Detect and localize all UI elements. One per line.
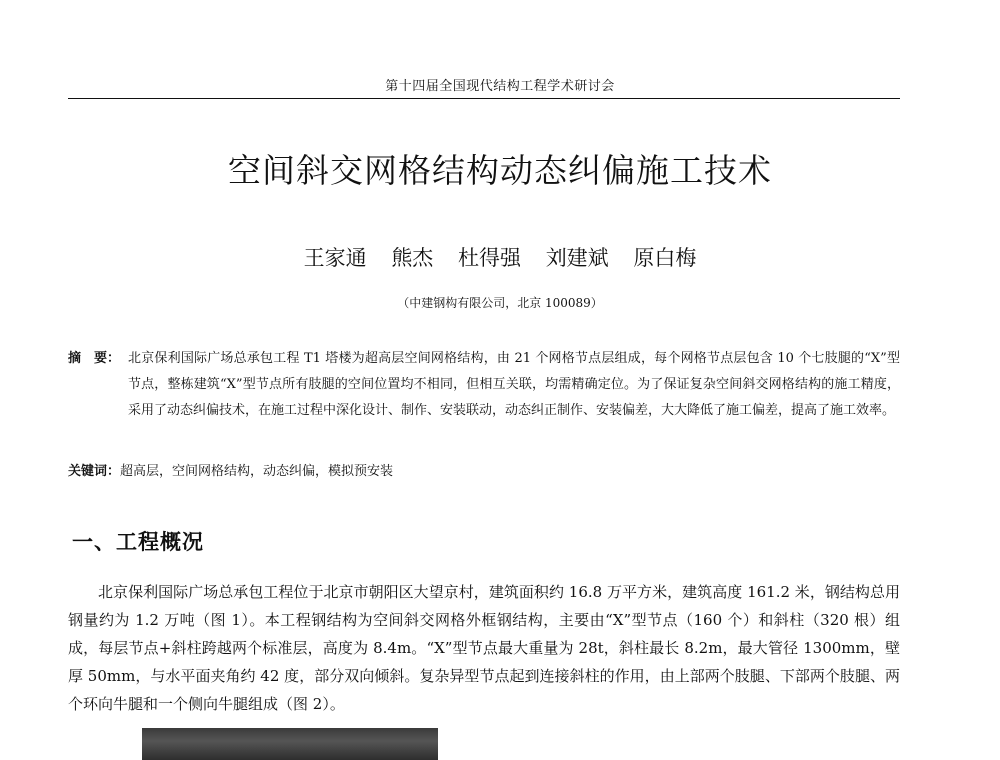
- author-name: 熊杰: [391, 246, 434, 270]
- abstract-label: 摘 要：: [68, 351, 121, 366]
- keywords-label: 关键词：: [68, 464, 121, 479]
- author-name: 原白梅: [633, 246, 697, 270]
- affiliation: （中建钢构有限公司，北京 100089）: [397, 296, 603, 310]
- author-name: 王家通: [303, 246, 367, 270]
- section-heading: 一、工程概况: [72, 530, 204, 554]
- author-list: [0, 243, 1000, 273]
- author-name: 刘建斌: [545, 246, 609, 270]
- paper-title: 空间斜交网格结构动态纠偏施工技术: [228, 151, 772, 190]
- author-name: 杜得强: [458, 246, 521, 270]
- header-rule: [68, 98, 900, 99]
- keywords: [68, 459, 900, 485]
- keywords-text: 超高层，空间网格结构，动态纠偏，模拟预安装: [120, 464, 394, 479]
- figure-1-image: [142, 728, 438, 760]
- abstract: [68, 346, 900, 424]
- running-head: 第十四届全国现代结构工程学术研讨会: [385, 79, 615, 94]
- abstract-text: 北京保利国际广场总承包工程 T1 塔楼为超高层空间网格结构，由 21 个网格节点层组成，每个网格节点层包含 10 个七肢腿的“X”型节点，整栋建筑“X”型节点所有肢腿的空间位置均不相同，但相互关联，均需精确定位。为了保证复杂空间斜交网格结构的施工精度，采用了动态纠偏技术，在施工过程中深化设计、制作、安装联动，动态纠正制作、安装偏差，大大降低了施工偏差，提高了施工效率。: [128, 351, 900, 418]
- body-paragraph: 北京保利国际广场总承包工程位于北京市朝阳区大望京村，建筑面积约 16.8 万平方米，建筑高度 161.2 米，钢结构总用钢量约为 1.2 万吨（图 1）。本工程钢结构为空间斜交网格外框钢结构，主要由“X”型节点（160 个）和斜柱（320 根）组成，每层节点+斜柱跨越两个标准层，高度为 8.4m。“X”型节点最大重量为 28t，斜柱最长 8.2m，最大管径 1300mm，壁厚 50mm，与水平面夹角约 42 度，部分双向倾斜。复杂异型节点起到连接斜柱的作用，由上部两个肢腿、下部两个肢腿、两个环向牛腿和一个侧向牛腿组成（图 2）。: [68, 583, 900, 713]
